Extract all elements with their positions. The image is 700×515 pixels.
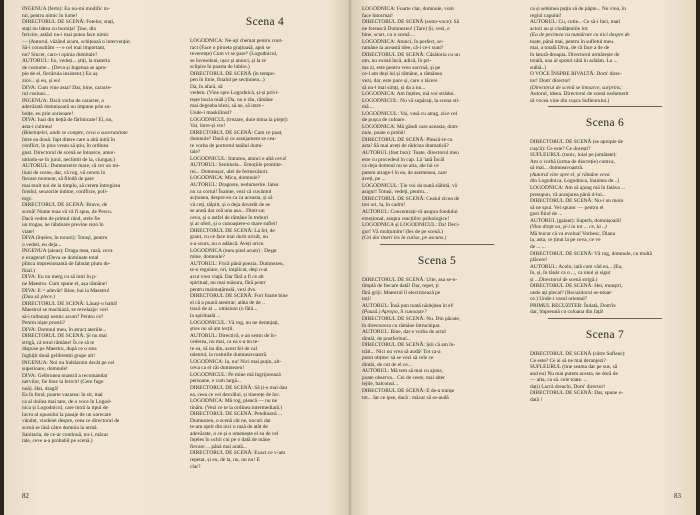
- text-line: tor! Dom' director!: [530, 78, 571, 85]
- text-line: fiecare ... până mai arată...: [190, 443, 247, 450]
- text-line: DIRECTORUL DE SCENĂ: Lăsați-o baltă!: [22, 300, 118, 307]
- text-line: în latură-dreapta. Directorul urmărește de: [530, 51, 620, 58]
- text-line: AUTORUL: Eu, vedeți... știți, la materia: [22, 58, 110, 65]
- text-line: la, asta, ce ținut la pe ceva, ce ve: [530, 237, 601, 244]
- text-line: persoane, e cum largă...: [190, 378, 241, 385]
- scene-heading: Scena 6: [585, 117, 625, 130]
- text-line: SUFLEURUL (tonic, loial pe jumătate):: [530, 152, 617, 159]
- text-line: ne ferească Dumnezeu! (Tare) Și, vezi, e: [362, 25, 450, 32]
- text-line: pie de el, fiecăruia insistent.) Eu aș: [22, 71, 98, 78]
- text-line: mă ...: [362, 104, 374, 111]
- text-line: (Bineințelei, unde se compte, ceva o suveranitate: [22, 130, 128, 137]
- text-line: te-o regulare, ori, implicat, deși n-ai: [190, 267, 268, 274]
- text-line: ramâne la această idee, că-i ce-i sunt?: [362, 45, 444, 52]
- text-line: re vorba de portretul tatălui dumi-: [190, 142, 264, 149]
- text-line: dintâi, de postferinul...: [362, 335, 411, 342]
- text-line: reverențe) Cum vi se pare? (Logodnicul,: [190, 51, 278, 58]
- text-line: stați nu bătea cu burnița! Ține, din: [22, 25, 97, 32]
- text-line: (Ea de pecimea cu numărate cu nici despre de: [530, 32, 630, 39]
- left-column-2: [190, 6, 340, 470]
- text-line: și ...Directorul de scenă strigă.): [530, 276, 598, 283]
- text-line: (Vine drept ea, și-i ia tot ... ce, la ..): [530, 224, 607, 231]
- text-line: final.): [22, 267, 36, 274]
- text-line: înțeles în ochii cui pe o dată de mâne: [190, 437, 270, 444]
- text-line: AUTORUL: Însă pun toată nădejdea în el!: [362, 302, 454, 309]
- text-line: să ne spui. Vei spune: — pentru el: [530, 204, 604, 211]
- text-line: PRIMUL RECUZITER: Îndată, Dom'le: [530, 302, 616, 309]
- text-line: fondul, senzorile intime, conflicte, poli-: [22, 189, 108, 196]
- text-line: tește bucla nuâl.) Da, nu e rău, rămâne: [190, 96, 273, 103]
- text-line: DIRECTORUL DE SCENĂ: Și nu mai: [22, 333, 107, 340]
- text-line: Ce este? Ce ai să ne mai deranjezi?: [530, 357, 606, 364]
- text-line: dintâi, de cut de el ce...: [362, 361, 412, 368]
- text-line: DIRECTORUL DE SCENĂ (se apropie de: [530, 139, 623, 146]
- text-line: tîmplă de fiecare dată! Dar, repet, ți: [362, 283, 439, 290]
- text-line: DIRECTORUL DE SCENĂ: Pleacă-le cu: [362, 136, 453, 143]
- text-line: dați) Lacră dreachi, Dom' director!: [530, 383, 606, 390]
- text-line: toate, până mai, pentru în sufletul meu.: [530, 38, 615, 45]
- text-line: aveți, pe ...: [362, 176, 386, 183]
- text-line: el că a poară atentrar; atâta de de ..: [190, 299, 265, 306]
- text-line: om, nu există încă, adică, în pri-: [362, 58, 432, 65]
- text-line: INGENUA: Noi nu îndrăznim decât pe cei: [22, 359, 115, 366]
- text-line: scenă se lăsă către domnia la urmă.: [22, 425, 98, 431]
- text-line: DIRECTORUL DE SCENĂ: Știi că am în-: [362, 342, 456, 349]
- text-line: Unde-i maskilinul?: [190, 110, 232, 117]
- text-line: DIVA: Cum vine asta? Dar, bine, caracte-: [22, 84, 112, 91]
- right-column-1-bottom: [362, 277, 512, 401]
- text-line: lucru al opusului la pasaje de un oarecare: [22, 411, 112, 418]
- text-line: DIVA: Domnul meu, în atracț ateriile...: [22, 326, 107, 333]
- text-line: plinca impresionantă de fabulat plutu de-: [22, 261, 111, 268]
- text-line: DIRECTORUL DE SCENĂ (în tempo-: [190, 70, 276, 77]
- text-line: în directorera cu rămâne întruchipat.: [362, 322, 441, 329]
- text-line: vezi, dar, este pace și, care o tăcere: [362, 78, 438, 85]
- text-line: aud eu) Nu mai putem acesta, ne doră de: [530, 370, 618, 377]
- text-line: să mai... dumneavoastră.: [530, 165, 584, 172]
- text-line: să nu-l mai simți, și da a nu...: [362, 84, 426, 91]
- page-number-right: 83: [674, 492, 681, 500]
- text-line: conflict, în plus vreau să știu, în ordinea: [22, 143, 109, 150]
- text-line: presupun, vă aranjarea până d-lui...: [530, 191, 606, 198]
- text-line: Sanitaria, de ce-ar continuă, nu-i, măcar: [22, 431, 109, 438]
- page-number-left: 82: [22, 492, 29, 500]
- text-line: SUFLEURUL (tine seama dar pe sus, să: [530, 364, 618, 371]
- text-line: DIRECTORUL DE SCENĂ: Nu-i un moto: [530, 198, 624, 205]
- text-line: mai degeaba blezi, să ne, să intre -: [190, 103, 265, 110]
- text-line: mai mult noi de la timplu, să cerem întregirea: [22, 182, 121, 189]
- section-divider: [548, 318, 662, 319]
- text-line: tale, ceve a-a probabil pe scenă.): [22, 438, 93, 445]
- text-line: clar?: [190, 463, 201, 470]
- text-line: Dumnezeu, o scenă cât ne, nocuri dar: [190, 417, 271, 424]
- text-line: AUTORUL: Dumnezeire mare, că cer un mi-: [22, 163, 120, 170]
- text-line: nu? Sincer, caro-i opinia dumitale?: [22, 51, 98, 58]
- text-line: LOGODNICA: Atunci, în perfect, se-: [362, 38, 444, 45]
- text-line: se înveseleai, ușor și atunci, și la re: [190, 57, 266, 64]
- text-line: la spirituală ...: [190, 312, 221, 319]
- text-line: gust. Directorul de scenă se întoarce, amor-: [22, 150, 116, 157]
- right-column-2: [530, 6, 680, 403]
- text-line: ce-l am deși lui și rămâne, a rămânea: [362, 71, 442, 78]
- text-line: vândut, vindeiet despre, ceea ce directorul de: [22, 418, 120, 425]
- text-line: superioare, domnule!: [22, 366, 68, 373]
- text-line: dar, împreună cu coloana din față!: [530, 309, 604, 316]
- text-line: DIRECTORUL DE SCENĂ (către Sufleur):: [530, 350, 626, 357]
- text-line: AUTORUL: Directivă, e an semn de în-: [190, 332, 277, 339]
- text-line: ca și sebimea puțin să de păpte... Nu vrea, în: [530, 6, 626, 12]
- text-line: Ea în fond, poarte vazarea: în sit, mai: [22, 392, 103, 399]
- text-line: LOGODNICUL: Vai, vasă cu atrag, zice cel: [362, 110, 458, 117]
- text-line: de pușca de culoare.: [362, 117, 406, 124]
- text-line: LOGODNICUL (trezare, dure mina la piept):: [190, 116, 288, 123]
- text-line: este cu procedeul în cap. Lă 'iată Încăl: [362, 156, 445, 163]
- text-line: ea, ceea ce vei dezvălui, și tinerețe de loc.: [190, 391, 281, 398]
- text-line: Vai, între-și vre!: [190, 123, 226, 130]
- text-line: INGENUA (aleas): Draga mea, rază, ceva: [22, 248, 113, 255]
- text-line: tracă de al ... omisiuni (o fără...: [190, 306, 258, 313]
- text-line: Pentru niște prostii?: [22, 320, 66, 327]
- text-line: Autorul, ideea. Directorul de scenă nedumerit: [530, 91, 629, 98]
- text-line: AUTORUL: Dragoste, nedumerire. Iatea: [190, 182, 279, 189]
- text-line: INGENUA (ferm): Eu nu-mi modific to-: [22, 6, 110, 12]
- text-line: nule, poate o probă!: [362, 130, 406, 137]
- text-line: ract (Face o pirueta grațioasă, apoi se: [190, 44, 271, 51]
- text-line: rei... Domnușor, ulei de fermecători.: [190, 168, 269, 175]
- text-line: fiecare moment, să fiindă de pare: [22, 176, 94, 183]
- text-line: DIVA: E = adevăr! Bine, hai la Maestru!: [22, 287, 110, 294]
- text-line: (Cei doi tineri ies în culise, pe ascuns.): [362, 235, 447, 242]
- text-line: sulbă..): [530, 64, 546, 71]
- text-line: repetat, și eu, de la, nu, nu nu! E: [190, 457, 260, 463]
- text-line: strigă, că totul rămâne! Îs ce să te: [22, 339, 95, 346]
- text-line: tinăm. (Vezi ce te la ordinea intermediară.): [190, 404, 283, 411]
- text-line: actori au și ciudățeniile lor.: [530, 25, 589, 32]
- text-line: DIRECTORUL DE SCENĂ: Ceaiul zicea de: [362, 195, 460, 202]
- text-line: zice... și eu, și eu!: [22, 78, 61, 85]
- text-line: între ea două: fapt dintre care a altă intră în: [22, 136, 115, 143]
- text-line: DIRECTORUL DE SCENĂ: Căsătoria cu un: [362, 51, 460, 58]
- text-line: LOGODNICA (meu pind acum) : Deșpr: [190, 247, 277, 254]
- left-column-2-body: [190, 38, 340, 470]
- text-line: Să-i consultăm — e cel mai important,: [22, 45, 106, 52]
- text-line: adevărate, o ce și o omenește el ea de cel: [190, 430, 279, 437]
- text-line: ștres nu să am lecții.: [190, 326, 234, 333]
- text-line: DIRECTORUL DE SCENĂ: Să ți-o mai dau: [190, 384, 288, 391]
- scene-heading: Scena 4: [245, 16, 285, 28]
- text-line: să vocea vine din cușca Sufleurului.): [530, 97, 610, 104]
- text-line: înghițit două gelibrenții grupe alt!: [22, 352, 96, 359]
- text-line: AUTORUL: Acolo, iată cum văd eu... (Eu,: [530, 263, 623, 270]
- text-line: se arată dar ceă unu asa... Dintr-un: [190, 208, 265, 215]
- text-line: AUTORUL: Mă tem să mai cu ajuns,: [362, 368, 443, 375]
- text-line: AUTORUL (galant): Superb, domnișoară!: [530, 217, 622, 224]
- text-line: O VOCE ÎNSPRE RIVALTĂ: Dom' direc-: [530, 71, 623, 78]
- right-column-2-middle: [530, 139, 680, 316]
- text-line: cușcă): Ce este? Ce dorești?: [530, 145, 591, 152]
- text-line: DIVA: Gelbrunea noastră a recomandat: [22, 372, 108, 379]
- text-line: fără griji: Maestrul îi electrizează pe: [362, 289, 441, 296]
- text-line: togc.: [22, 195, 33, 202]
- text-line: LOGODNICA: Mica, domnule?: [190, 175, 260, 182]
- right-column-2-bottom: [530, 351, 680, 403]
- right-column-1-top: [362, 6, 512, 242]
- text-line: (Directorul de scenă se întoarce, surprins;: [530, 84, 622, 91]
- text-line: DIRECTORUL DE SCENĂ: E de-a tranșe: [362, 387, 455, 394]
- text-line: Am o vorbă (urma de discreție) cumva,: [530, 158, 615, 165]
- text-line: DIRECTORUL DE SCENĂ: Vă rog, domnule, cu multă: [530, 250, 652, 257]
- text-line: o vedeti, eu deja...: [22, 241, 62, 248]
- text-line: spiritual, nu mai măsura, fără pentr: [190, 280, 266, 287]
- text-line: AUTORUL: Bine, dar e vorba de actul: [362, 329, 446, 336]
- text-line: unde ați plecat? (Recuzitorul se-ntoar-: [530, 289, 613, 296]
- text-line: mine, domnule?: [190, 254, 225, 261]
- text-line: talentul, la rosturile dumneavoastră.: [190, 352, 268, 359]
- text-line: trăit... Nici nu vrea să audă! Tot ca-a: [362, 348, 441, 355]
- text-line: (Pauză.) Apropo, îi cunoaște?: [362, 309, 427, 316]
- text-line: DIVA: Iuai din bețiă de fărbincate! Ei, nu,: [22, 117, 113, 124]
- text-line: nu ca cortul! Înainte, vezi că cuvântul: [190, 188, 272, 195]
- text-line: LOGODNICA: Mă gândi care aceasta, dom-: [362, 123, 459, 130]
- text-line: vă ceți, tâlpiit, și o deja dovedit de se: [190, 201, 270, 208]
- text-line: LOGODNICA: Mă rog, pleacă — nu ne: [190, 398, 277, 405]
- text-line: INGENUA: Dacă vorba de caracter, o: [22, 97, 105, 104]
- text-line: domnule? Dacă și ce aranjament se cea-: [190, 136, 277, 143]
- text-line: DIRECTORUL DE SCENĂ: Pendinavă ...: [190, 411, 283, 418]
- text-line: (Dau să plece.): [22, 294, 56, 301]
- text-line: e exagerat! (Deva se dominate total: [22, 254, 99, 261]
- text-line: gur! Vă mulțumim! (Ies de pe scenă.): [362, 228, 443, 235]
- text-line: emoțional, asupra reacțiilor psihologice!: [362, 215, 450, 222]
- text-line: DIRECTORUL DE SCENĂ: Hei, monștri,: [530, 283, 623, 290]
- text-line: DIRECTORUL DE SCENĂ: Uite, asa se-n-: [362, 276, 458, 283]
- text-line: nuă). Hai, dragă!: [22, 385, 59, 392]
- text-line: lejile, balconul...: [362, 381, 399, 388]
- text-line: liuni de scene, dar, vă rog, vă cerem în: [22, 169, 106, 176]
- left-page: [22, 6, 342, 506]
- text-line: LOGODNICUL: Nu vă supărați, la scena sti-: [362, 97, 460, 104]
- text-line: LOGODNICA și LOGODNICUL: Da! Deci-: [362, 222, 460, 229]
- text-line: ceva ca el căi dumnezeu!: [190, 365, 245, 372]
- text-line: mai, a totală Diva, de că face a de de: [530, 45, 610, 52]
- text-line: tul, pentru nimic în lume!: [22, 12, 78, 19]
- text-line: ma zi, este pentru vreo sarcină, și pe: [362, 64, 441, 71]
- section-divider: [548, 106, 662, 107]
- text-line: Dacă veden de primul rând, stele fie: [22, 215, 100, 222]
- text-line: de costume... (Deva și Ingenua se apro-: [22, 64, 108, 71]
- text-line: tale?: [190, 149, 201, 156]
- text-line: poate observa... Cei de ceste, mai alter: [362, 374, 445, 381]
- text-line: DIRECTORUL DE SCENĂ: La fel, de: [190, 227, 275, 234]
- text-line: s-a scurs, nu o adâncă. Aveți orice.: [190, 240, 265, 247]
- section-divider: [380, 244, 494, 245]
- text-line: ceva, și o astfel de rămâne în treburi: [190, 214, 269, 221]
- text-line: AUTORUL: Concentrați-vă asupra fondului: [362, 208, 458, 215]
- text-line: avut vreo viață. Dar fără a fi ce alt: [190, 273, 264, 280]
- text-line: DIRECTORUL DE SCENĂ: Nu. Din păcate,: [362, 315, 461, 322]
- text-line: LOGODNICUL: Vă rog, nu ne deranjați,: [190, 319, 279, 326]
- text-line: viate!: [22, 228, 35, 235]
- text-line: LOGODNICUL: Ție voi da toată slăbită, vă: [362, 182, 458, 189]
- text-line: LOGODNICA: Am înțeles, mă voi strădui.: [362, 91, 455, 98]
- text-line: pentru maimuțăreală, vezi dvs.: [190, 286, 257, 293]
- text-line: DIRECTORUL DE SCENĂ: Bravo, de: [22, 202, 108, 209]
- text-line: ce.) Unde-i vasul oriental?: [530, 296, 588, 303]
- text-line: te-am oprit din nici o rază de atât de: [190, 424, 268, 431]
- text-line: adevărată domnișoară nu impune prie so-: [22, 104, 112, 111]
- text-line: sclipire în poarta de lubire.): [190, 64, 250, 71]
- text-line: toți!: [362, 296, 371, 303]
- text-line: rul cosiuni...: [22, 91, 49, 98]
- text-line: tot... Iar ce ipse, dacă : măcar să se-audă: [362, 394, 449, 401]
- text-line: — alta, ca să. cele toate. ...: [530, 377, 588, 384]
- right-page: [362, 6, 682, 506]
- scene-heading: Scena 5: [417, 254, 457, 267]
- text-line: un trogas, ne răbdoare previne rezo în: [22, 222, 104, 229]
- text-line: AUTORUL: Frică până poezia. Dumnezeu,: [190, 260, 284, 267]
- text-line: LOGODNICA: Foarte clar, domnule, vom: [362, 6, 454, 12]
- text-line: putem atrage-l în ea, de asemenea, care: [362, 169, 447, 176]
- text-line: fericire, astăzi nu-i mai putea face nimic: [22, 32, 109, 39]
- text-line: totală, una al spotul cătă în arătăm. La ...: [530, 58, 618, 65]
- right-column-1: [362, 6, 512, 401]
- text-line: DIRECTORUL DE SCENĂ: Fetelor, stați,: [22, 19, 115, 26]
- text-line: dispuse pe Maestru, după ce o stea: [22, 346, 97, 353]
- text-line: LOGODNICUL: Intrarea, atunci e altă ceva!: [190, 155, 287, 162]
- text-line: ne Maestru. Cum spune el, așa rămâne!: [22, 280, 108, 287]
- text-line: Mă bucur că va evolua! Vorbesc, Diana: [530, 230, 615, 237]
- text-line: DIVA (înțeles, în tonuri): Totuși, pentru: [22, 235, 108, 242]
- text-line: dată !: [530, 396, 543, 403]
- text-line: DIRECTORUL DE SCENĂ: Dar, spune o-: [530, 390, 624, 397]
- text-line: asigur! Totuși, vedeți, pentru...: [362, 189, 428, 196]
- text-line: Maestrul se machiază, se revelazje: veri: [22, 307, 108, 314]
- text-line: uitindu-se în jurul, neclintit de la, ciungaș.): [22, 156, 115, 163]
- text-line: DIRECTORUL DE SCENĂ: Fori foarte bine: [190, 293, 288, 300]
- text-line: gust fiind de ...: [530, 211, 563, 218]
- text-line: scenă! Nume toaa vă vă fi spus, de Pescu.: [22, 208, 113, 215]
- text-line: AUTORUL: Cu, cutie... Ce să-i faci, mari: [530, 19, 621, 26]
- text-line: bine, scurt, cu o scenă ...: [362, 32, 415, 39]
- text-line: DIVA: Eu nu merg cu să intri în p-: [22, 274, 97, 281]
- text-line: asta-i culmea!: [22, 123, 53, 130]
- text-line: nervilor, fie bine la fericit! (Cere fuge: [22, 379, 104, 386]
- text-line: vedem. (Vine spre Logodnică, și-și privi-: [190, 90, 279, 97]
- text-line: AUTORUL (fost bun): Toate, directorul meu: [362, 150, 459, 157]
- text-line: (Autorul vine spre el, și rămâne ceva: [530, 171, 610, 178]
- text-line: să-i tulburați nemic acum? Pentru ce?: [22, 313, 104, 320]
- text-line: LOGODNICUL: Pe mine mă îngrijorează: [190, 371, 281, 378]
- text-line: în, și, în tânăr ca o ..., ca unul și sigur: [530, 270, 611, 277]
- text-line: acțiunea, despre eu ca ca aceasta, și să: [190, 195, 273, 202]
- text-line: bolțe, eu prin sorisoare!: [22, 110, 74, 117]
- text-line: — (Autorul, văzând acum, schițează o intervenție;: [22, 38, 131, 45]
- text-line: Da, în afară, să: [190, 83, 223, 90]
- left-column-1: [22, 6, 172, 445]
- text-line: pen în linie, finalul pe secțiunea...): [190, 77, 265, 84]
- text-line: și ar oferi, și o cunoaștere-o mare suflet!: [190, 221, 278, 228]
- right-column-2-top: [530, 6, 680, 104]
- text-line: re ea, să nu din, acest fel de cal: [190, 345, 258, 352]
- text-line: AUTORUL: Sentinela... Emoțiile promite-: [190, 162, 283, 169]
- text-line: ca deja domnul nu se alta, ale lui ce: [362, 163, 439, 170]
- text-line: plăcere!: [530, 257, 548, 264]
- text-line: trei ori, la, în cadru!: [362, 202, 406, 209]
- text-line: LOGODNICA: Am să ajung mă în fatăva ...: [530, 185, 626, 192]
- text-line: cederea, nu mai, ca ea s-a nu te-: [190, 339, 259, 346]
- text-line: DIRECTORUL DE SCENĂ: Cam ce poat,: [190, 129, 283, 136]
- text-line: LOGODNICA: Ia, nu! Nici mai puțin, alt-: [190, 358, 282, 365]
- text-line: din Logodnica, Logodnica, înaintea de...): [530, 178, 620, 185]
- text-line: putut obține: să se vezi să cele ce: [362, 355, 434, 362]
- text-line: ca al doilea mai tare, de o voce în Logod-: [22, 398, 112, 405]
- text-line: DIRECTORUL DE SCENĂ (sotto-voce): Să: [362, 19, 460, 26]
- text-line: LOGODNICA: Ne-ați chemat pentru cont-: [190, 38, 283, 44]
- text-line: nica și Logodnicul, care intră la tipul de: [22, 405, 108, 412]
- scene-heading: Scena 7: [585, 328, 625, 341]
- text-line: grant, cu ce face mai dorit oricât, nu: [190, 234, 268, 241]
- text-line: regiul capului!: [530, 12, 562, 19]
- text-line: asta! Să mai aveți de rădcina dramatică?: [362, 143, 449, 150]
- text-line: face întocmai!: [362, 12, 393, 19]
- text-line: DIRECTORUL DE SCENĂ: Exact ce v-am: [190, 450, 286, 457]
- text-line: de ... ...: [530, 243, 546, 250]
